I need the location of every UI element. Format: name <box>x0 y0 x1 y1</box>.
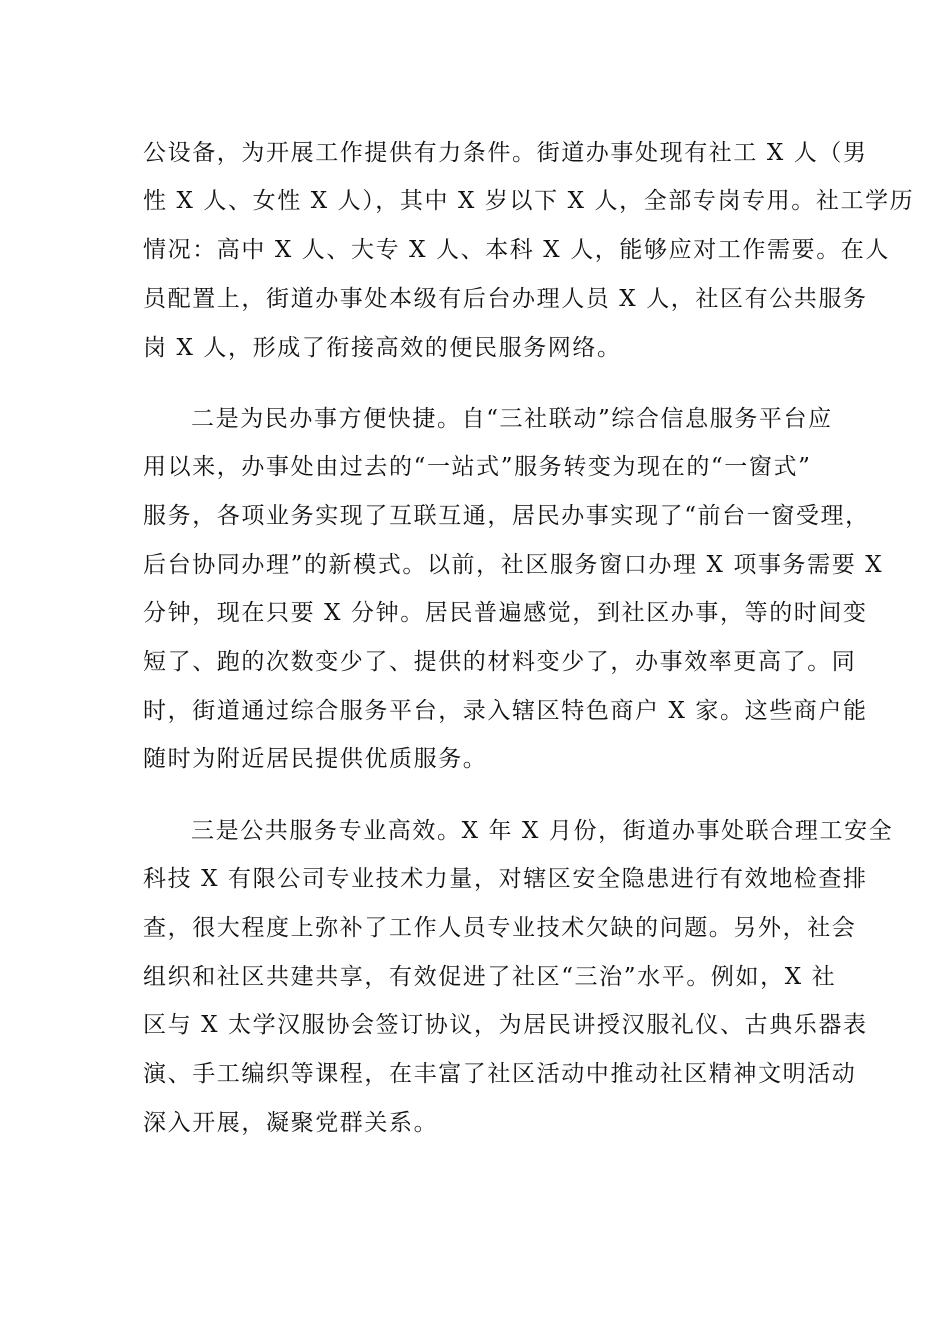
text-line: 性 X 人、女性 X 人），其中 X 岁以下 X 人，全部专岗专用。社工学历 <box>143 188 915 214</box>
text-line: 公设备，为开展工作提供有力条件。街道办事处现有社工 X 人（男 <box>143 140 868 166</box>
text-line: 岗 X 人，形成了衔接高效的便民服务网络。 <box>143 335 622 361</box>
text-line: 服务，各项业务实现了互联互通，居民办事实现了“前台一窗受理， <box>143 503 870 529</box>
text-line: 短了、跑的次数变少了、提供的材料变少了，办事效率更高了。同 <box>143 649 857 675</box>
text-line: 科技 X 有限公司专业技术力量，对辖区安全隐患进行有效地检查排 <box>143 866 868 892</box>
text-line: 用以来，办事处由过去的“一站式”服务转变为现在的“一窗式” <box>143 454 812 480</box>
text-line: 区与 X 太学汉服协会签订协议，为居民讲授汉服礼仪、古典乐器表 <box>143 1012 868 1038</box>
text-line: 情况：高中 X 人、大专 X 人、本科 X 人，能够应对工作需要。在人 <box>143 237 890 263</box>
text-line: 随时为附近居民提供优质服务。 <box>143 746 488 772</box>
text-line: 二是为民办事方便快捷。自“三社联动”综合信息服务平台应 <box>191 406 833 432</box>
text-line: 时，街道通过综合服务平台，录入辖区特色商户 X 家。这些商户能 <box>143 698 868 724</box>
text-line: 查，很大程度上弥补了工作人员专业技术欠缺的问题。另外，社会 <box>143 915 857 941</box>
text-line: 后台协同办理”的新模式。以前，社区服务窗口办理 X 项事务需要 X <box>143 552 884 578</box>
text-line: 分钟，现在只要 X 分钟。居民普遍感觉，到社区办事，等的时间变 <box>143 600 868 626</box>
text-line: 演、手工编织等课程，在丰富了社区活动中推动社区精神文明活动 <box>143 1061 857 1087</box>
text-line: 员配置上，街道办事处本级有后台办理人员 X 人，社区有公共服务 <box>143 286 868 312</box>
text-line: 组织和社区共建共享，有效促进了社区“三治”水平。例如，X 社 <box>143 964 837 990</box>
text-line: 深入开展，凝聚党群关系。 <box>143 1110 439 1136</box>
text-line: 三是公共服务专业高效。X 年 X 月份，街道办事处联合理工安全 <box>191 818 894 844</box>
